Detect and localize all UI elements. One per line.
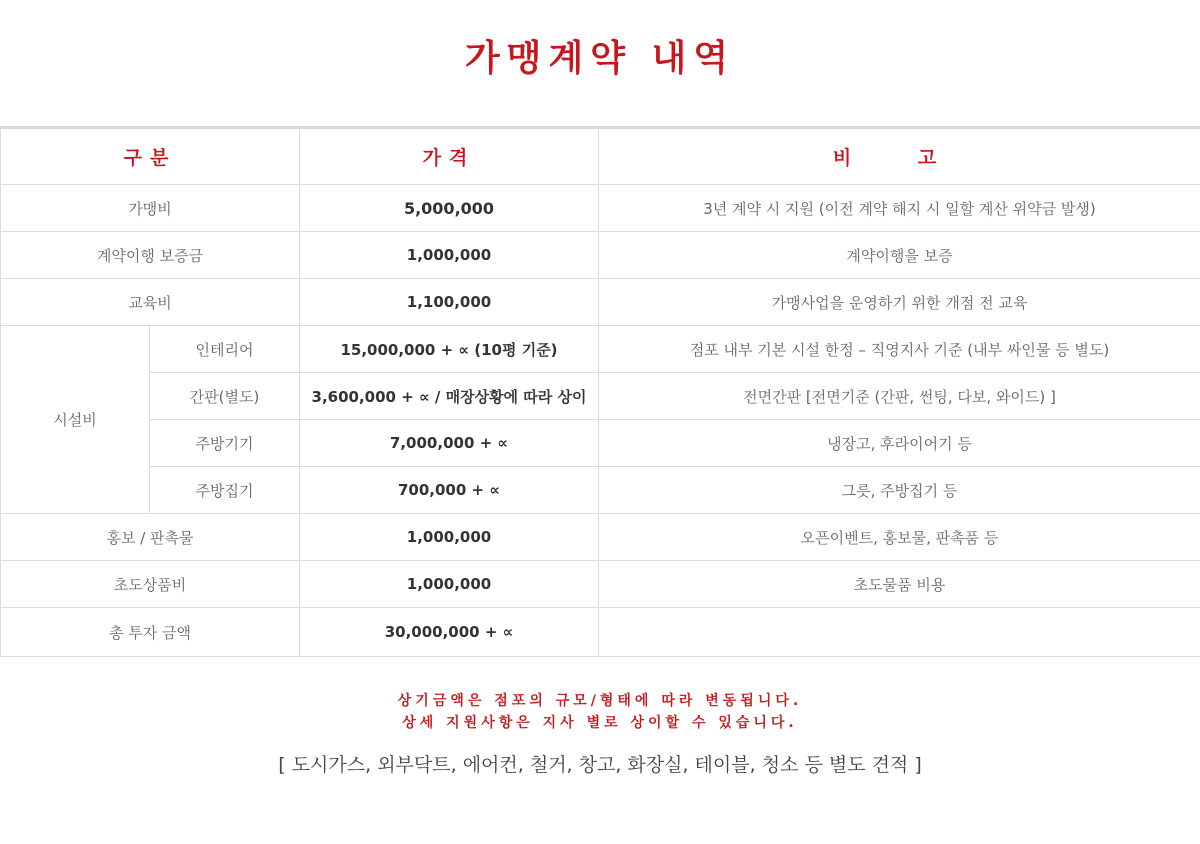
row-price: 1,000,000	[300, 514, 599, 561]
table-row	[1, 185, 1200, 232]
row-note: 계약이행을 보증	[599, 232, 1200, 279]
row-note: 3년 계약 시 지원 (이전 계약 해지 시 일할 계산 위약금 발생)	[599, 185, 1200, 232]
page-title: 가맹계약 내역	[464, 38, 736, 79]
table-row	[1, 561, 1200, 608]
row-category: 가맹비	[1, 185, 300, 232]
row-note: 초도물품 비용	[599, 561, 1200, 608]
row-price: 7,000,000 + ∝	[300, 420, 599, 467]
header-category: 구분	[1, 128, 300, 185]
facility-category: 시설비	[1, 326, 150, 514]
table-row	[1, 232, 1200, 279]
row-price: 1,000,000	[300, 561, 599, 608]
row-price: 15,000,000 + ∝ (10평 기준)	[300, 326, 599, 373]
table-row	[1, 326, 1200, 373]
row-price: 3,600,000 + ∝ / 매장상황에 따라 상이	[300, 373, 599, 420]
total-note	[599, 608, 1200, 657]
franchise-fee-table	[0, 126, 1200, 657]
table-row	[1, 514, 1200, 561]
row-note: 그릇, 주방집기 등	[599, 467, 1200, 514]
row-note: 냉장고, 후라이어기 등	[599, 420, 1200, 467]
table-header-row	[1, 128, 1200, 185]
header-note: 비 고	[599, 128, 1200, 185]
notice-line: 상기금액은 점포의 규모/형태에 따라 변동됩니다.	[397, 693, 803, 709]
row-note: 오픈이벤트, 홍보물, 판촉품 등	[599, 514, 1200, 561]
facility-subcategory: 주방집기	[150, 467, 300, 514]
notice-line: 상세 지원사항은 지사 별로 상이할 수 있습니다.	[402, 715, 798, 731]
table-row	[1, 373, 1200, 420]
facility-subcategory: 간판(별도)	[150, 373, 300, 420]
facility-subcategory: 주방기기	[150, 420, 300, 467]
row-category: 계약이행 보증금	[1, 232, 300, 279]
facility-subcategory: 인테리어	[150, 326, 300, 373]
row-note: 점포 내부 기본 시설 한정 – 직영지사 기준 (내부 싸인물 등 별도)	[599, 326, 1200, 373]
total-price: 30,000,000 + ∝	[300, 608, 599, 657]
row-category: 홍보 / 판촉물	[1, 514, 300, 561]
price-notice	[0, 690, 1200, 734]
separate-estimate-note: [ 도시가스, 외부닥트, 에어컨, 철거, 창고, 화장실, 테이블, 청소 등 별도 견적 ]	[278, 754, 922, 776]
header-price: 가격	[300, 128, 599, 185]
table-row	[1, 467, 1200, 514]
table-row	[1, 420, 1200, 467]
row-note: 가맹사업을 운영하기 위한 개점 전 교육	[599, 279, 1200, 326]
total-category: 총 투자 금액	[1, 608, 300, 657]
row-category: 교육비	[1, 279, 300, 326]
table-row	[1, 279, 1200, 326]
row-price: 1,000,000	[300, 232, 599, 279]
row-note: 전면간판 [전면기준 (간판, 썬팅, 다보, 와이드) ]	[599, 373, 1200, 420]
row-category: 초도상품비	[1, 561, 300, 608]
row-price: 700,000 + ∝	[300, 467, 599, 514]
row-price: 5,000,000	[300, 185, 599, 232]
total-row	[1, 608, 1200, 657]
row-price: 1,100,000	[300, 279, 599, 326]
